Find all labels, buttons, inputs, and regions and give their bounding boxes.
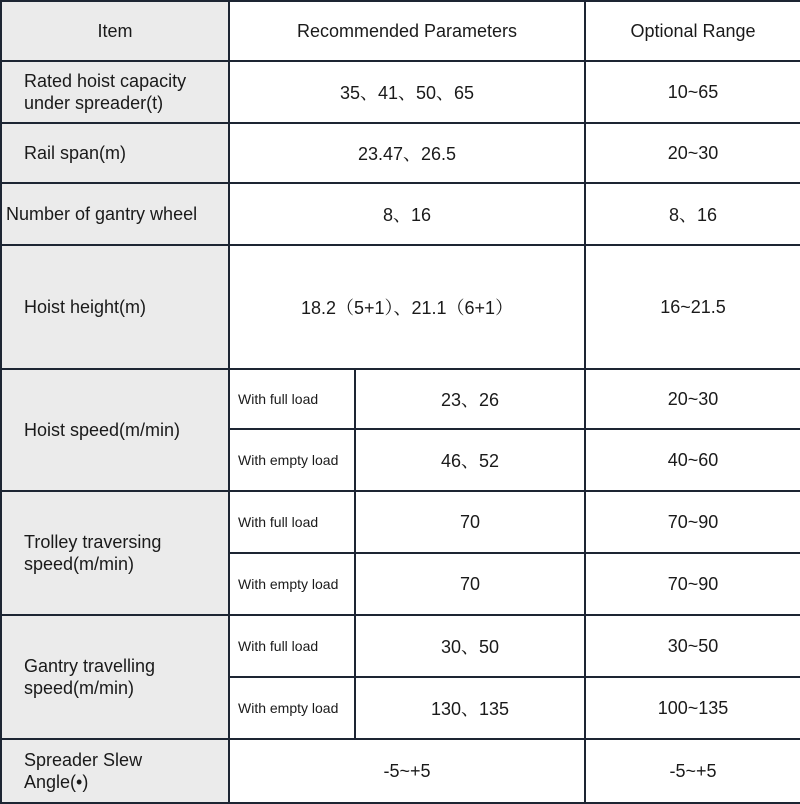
gantry-speed-full-value: 30、50 — [355, 615, 585, 677]
row-hoist-speed-full — [1, 369, 800, 429]
trolley-speed-full-optional: 70~90 — [585, 491, 800, 553]
hoist-speed-full-value: 23、26 — [355, 369, 585, 429]
item-hoist-height: Hoist height(m) — [1, 245, 229, 369]
trolley-speed-full-value: 70 — [355, 491, 585, 553]
header-row — [1, 1, 800, 61]
item-wheels: Number of gantry wheel — [1, 183, 229, 245]
hoist-height-recommended: 18.2（5+1）、21.1（6+1） — [229, 245, 585, 369]
hoist-speed-empty-value: 46、52 — [355, 429, 585, 491]
gantry-speed-empty-value: 130、135 — [355, 677, 585, 739]
item-slew — [1, 739, 229, 803]
item-capacity-line1: Rated hoist capacity — [24, 71, 187, 91]
gantry-speed-empty-label: With empty load — [229, 677, 355, 739]
header-item: Item — [1, 1, 229, 61]
hoist-speed-empty-optional: 40~60 — [585, 429, 800, 491]
gantry-speed-empty-optional: 100~135 — [585, 677, 800, 739]
wheels-recommended: 8、16 — [229, 183, 585, 245]
item-trolley-speed — [1, 491, 229, 615]
capacity-optional: 10~65 — [585, 61, 800, 123]
item-gantry-speed-line2: speed(m/min) — [24, 678, 135, 698]
item-capacity — [1, 61, 229, 123]
row-gantry-speed-full — [1, 615, 800, 677]
item-gantry-speed — [1, 615, 229, 739]
hoist-speed-empty-label: With empty load — [229, 429, 355, 491]
row-trolley-speed-full — [1, 491, 800, 553]
hoist-speed-full-label: With full load — [229, 369, 355, 429]
header-recommended: Recommended Parameters — [229, 1, 585, 61]
capacity-recommended: 35、41、50、65 — [229, 61, 585, 123]
hoist-height-optional: 16~21.5 — [585, 245, 800, 369]
item-hoist-speed: Hoist speed(m/min) — [1, 369, 229, 491]
item-slew-line1: Spreader Slew — [24, 750, 143, 770]
gantry-speed-full-optional: 30~50 — [585, 615, 800, 677]
wheels-optional: 8、16 — [585, 183, 800, 245]
row-hoist-height — [1, 245, 800, 369]
item-trolley-speed-line1: Trolley traversing — [24, 532, 162, 552]
rail-span-recommended: 23.47、26.5 — [229, 123, 585, 183]
rail-span-optional: 20~30 — [585, 123, 800, 183]
hoist-speed-full-optional: 20~30 — [585, 369, 800, 429]
item-trolley-speed-line2: speed(m/min) — [24, 554, 135, 574]
header-optional: Optional Range — [585, 1, 800, 61]
slew-optional: -5~+5 — [585, 739, 800, 803]
trolley-speed-empty-optional: 70~90 — [585, 553, 800, 615]
row-slew — [1, 739, 800, 803]
trolley-speed-empty-label: With empty load — [229, 553, 355, 615]
item-slew-line2: Angle(•) — [24, 772, 89, 792]
gantry-speed-full-label: With full load — [229, 615, 355, 677]
row-wheels — [1, 183, 800, 245]
item-rail-span: Rail span(m) — [1, 123, 229, 183]
slew-recommended: -5~+5 — [229, 739, 585, 803]
trolley-speed-full-label: With full load — [229, 491, 355, 553]
item-capacity-line2: under spreader(t) — [24, 93, 164, 113]
trolley-speed-empty-value: 70 — [355, 553, 585, 615]
item-gantry-speed-line1: Gantry travelling — [24, 656, 156, 676]
row-capacity — [1, 61, 800, 123]
row-rail-span — [1, 123, 800, 183]
